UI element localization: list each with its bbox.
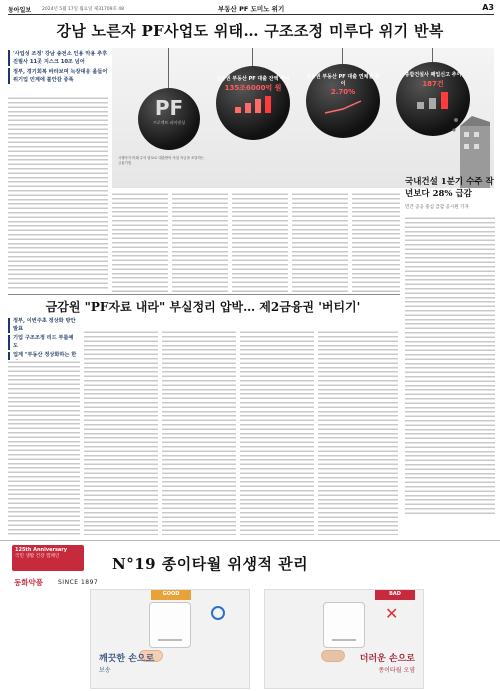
divider <box>8 294 400 295</box>
ball2-value: 2.70% <box>330 88 356 96</box>
campaign-title: N°19 종이타월 위생적 관리 <box>112 555 309 573</box>
bad-example-card <box>264 589 424 689</box>
delinquency-ball <box>306 64 380 138</box>
pf-label: PF <box>154 96 184 120</box>
good-message <box>99 654 154 676</box>
article-col-5 <box>352 192 400 292</box>
pf-caption: 프로젝트 파이낸싱 <box>152 120 186 125</box>
ball1-value: 135조6000억 원 <box>224 84 282 92</box>
section2-headline: 금감원 "PF자료 내라" 부실정리 압박… 제2금융권 '버티기' <box>45 300 361 314</box>
good-example-card <box>90 589 250 689</box>
ball2-line <box>323 98 363 116</box>
paper-towel-dispenser-icon <box>323 602 365 648</box>
ball3-value: 187건 <box>422 80 444 88</box>
cross-icon: ✕ <box>385 604 399 623</box>
article-col-3 <box>232 192 288 292</box>
ball3-bars <box>413 91 453 109</box>
chain-line <box>252 48 253 68</box>
pf-note: 시행사가 미래 수익 담보로 대출받아 사업 자금을 조달하는 금융기법 <box>118 156 205 165</box>
section2-subhead-1: 정부, 이번주초 정상화 방안 발표 <box>8 318 78 333</box>
dirty-hand-icon <box>321 650 345 662</box>
issue-date: 2024년 5월 17일 월요일 제31709호 48 <box>42 7 125 12</box>
masthead <box>8 3 494 15</box>
sidebar-headline: 국내건설 1분기 수주 작년보다 28% 급감 <box>405 177 494 199</box>
subhead-1: '사업성 조정' 강남 송전소 인용 악용 추후 진필사 11곳 지스크 10조 넘어 <box>8 50 108 66</box>
loan-balance-ball <box>216 66 290 140</box>
section2-col-1 <box>8 360 80 535</box>
newspaper-logo: 동아일보 <box>8 7 32 14</box>
sidebar-article <box>405 176 495 516</box>
ball3-head: 종합건설사 폐업신고 추이 <box>404 72 462 78</box>
good-tag: GOOD <box>151 589 191 600</box>
ball1-head: 금융권 부동산 PF 대출 잔액 추이 <box>216 76 290 82</box>
ball1-bars <box>233 95 273 113</box>
main-headline: 강남 노른자 PF사업도 위태… 구조조정 미루다 위기 반복 <box>56 22 444 40</box>
brand-name: 동화약품 <box>14 578 43 587</box>
article-col-2 <box>172 192 228 292</box>
check-circle-icon <box>211 606 225 620</box>
brand-since: SINCE 1897 <box>58 579 99 586</box>
article-col-4 <box>292 192 348 292</box>
section2-subhead-3: 업계 "부동산 정상화하는 한 <box>8 352 78 367</box>
sidebar-text <box>405 216 495 516</box>
good-message-line1: 깨끗한 손으로 <box>99 654 155 664</box>
article-col-1 <box>112 192 168 292</box>
main-subheads <box>8 50 108 86</box>
advertisement <box>0 540 500 691</box>
subhead-2: 정부, 경기회복 바라보며 늑장대응 올들어 위기업 민계에 불안감 증폭 <box>8 68 108 84</box>
page-number: A3 <box>482 3 494 12</box>
section2-col-2 <box>84 330 158 535</box>
bad-tag: BAD <box>375 589 415 600</box>
article-text-block <box>8 96 108 291</box>
bad-message-line2: 종이타월 오염 <box>378 667 415 674</box>
section2-subhead-2: 기업 구조조정 리드 부를예도 <box>8 335 78 350</box>
sidebar-byline: 민간 공공 중심 급감 공시원 기자 <box>405 205 469 210</box>
ball2-head: 금융권 부동산 PF 대출 연체율 추이 <box>306 74 380 87</box>
anniversary-badge <box>12 545 84 571</box>
section-title: 부동산 PF 도미노 위기 <box>218 5 285 13</box>
pf-wrecking-ball <box>138 88 200 150</box>
chain-line <box>168 48 169 88</box>
paper-towel-dispenser-icon <box>149 602 191 648</box>
anniversary-subtitle: 국민 생활 건강 캠페인 <box>15 554 60 559</box>
bad-message-line1: 더러운 손으로 <box>359 654 415 664</box>
bad-message <box>360 654 415 676</box>
section2-col-5 <box>318 330 398 535</box>
section2-col-3 <box>162 330 236 535</box>
pf-infographic <box>112 48 494 188</box>
good-message-line2: 보송 <box>99 667 111 674</box>
anniversary-title: 125th Anniversary <box>15 547 68 553</box>
section2-col-4 <box>240 330 314 535</box>
